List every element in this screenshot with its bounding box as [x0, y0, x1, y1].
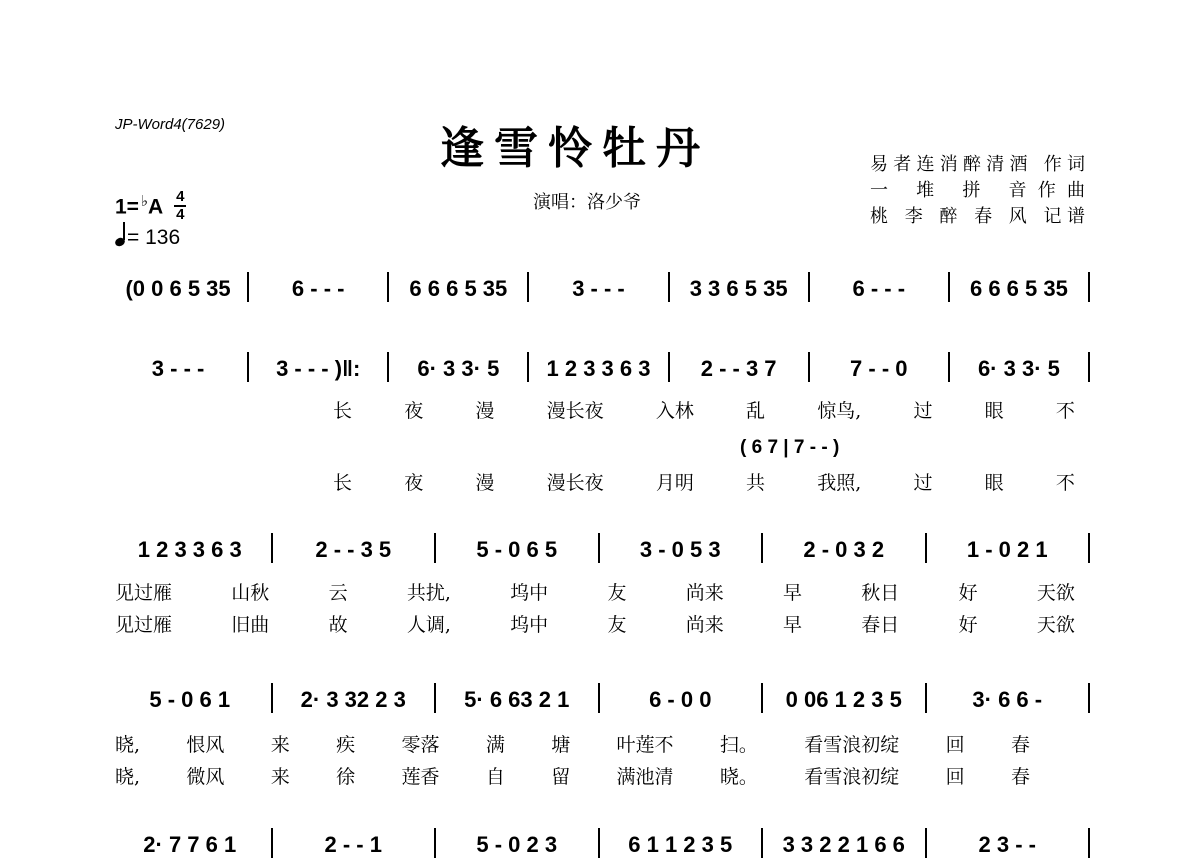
lyric-word: 乱 — [746, 400, 766, 422]
lyric-word: 回 — [945, 766, 965, 788]
measure: 6 6 6 5 35 — [389, 272, 529, 302]
lyric-word: 共 — [746, 472, 766, 494]
measure: 6 - 0 0 — [600, 683, 764, 713]
lyric-word: 不 — [1055, 400, 1075, 422]
key-signature — [115, 188, 186, 224]
measure: 3 3 2 2 1 6 6 — [763, 828, 927, 858]
lyric-word: 徐 — [336, 766, 356, 788]
lyric-word: 微风 — [186, 766, 225, 788]
lyric-word: 早 — [783, 614, 803, 636]
measure: 2· 3 32 2 3 — [273, 683, 437, 713]
lyric-word: 漫长夜 — [546, 400, 604, 422]
lyric-word: 晓, — [115, 766, 141, 788]
lyricist-credit: 易者连消醉清酒 作词 — [870, 154, 1085, 175]
measure: 6 - - - — [810, 272, 950, 302]
composer-credit: 一 堆 拼 音作曲 — [870, 180, 1085, 201]
lyric-word: 漫 — [475, 400, 495, 422]
lyric-word: 天欲 — [1036, 582, 1075, 604]
lyric-word: 春日 — [861, 614, 900, 636]
lyrics-v2_line3 — [115, 610, 1075, 637]
lyric-word: 来 — [270, 766, 290, 788]
lyric-word: 看雪浪初绽 — [804, 734, 900, 756]
interlude-notes: ( 6 7 | 7 - - ) — [740, 437, 840, 458]
lyrics-v2_line4 — [115, 762, 1030, 789]
lyric-word: 看雪浪初绽 — [804, 766, 900, 788]
lyric-word: 眼 — [984, 400, 1004, 422]
lyric-word: 共扰, — [406, 582, 451, 604]
measure: 6· 3 3· 5 — [950, 352, 1090, 382]
measure: 3· 6 6 - — [927, 683, 1091, 713]
measure: 3 - 0 5 3 — [600, 533, 764, 563]
lyric-word: 塘 — [551, 734, 571, 756]
lyric-word: 自 — [485, 766, 505, 788]
time-signature — [174, 190, 186, 222]
lyric-word: 云 — [328, 582, 348, 604]
lyric-word: 不 — [1055, 472, 1075, 494]
flat-sign: ♭ — [140, 192, 149, 210]
measure: 5· 6 63 2 1 — [436, 683, 600, 713]
tempo-marking — [115, 226, 180, 250]
measure: 2 3 - - — [927, 828, 1091, 858]
lyric-word: 晓, — [115, 734, 141, 756]
lyric-word: 见过雁 — [115, 614, 173, 636]
lyric-word: 春 — [1010, 766, 1030, 788]
lyric-word: 故 — [328, 614, 348, 636]
lyric-word: 眼 — [984, 472, 1004, 494]
measure: 1 2 3 3 6 3 — [529, 352, 669, 382]
lyric-word: 莲香 — [401, 766, 440, 788]
lyric-word: 人调, — [406, 614, 451, 636]
lyric-word: 我照, — [817, 472, 862, 494]
lyric-word: 叶莲不 — [616, 734, 674, 756]
key-note: A — [148, 195, 163, 219]
lyric-word: 扫。 — [719, 734, 758, 756]
lyric-word: 见过雁 — [115, 582, 173, 604]
singer-credit: 演唱：洛少爷 — [533, 192, 641, 213]
lyric-word: 好 — [958, 582, 978, 604]
lyrics-v2_line2 — [333, 468, 1075, 495]
measure: 2 - 0 3 2 — [763, 533, 927, 563]
lyric-word: 过 — [913, 472, 933, 494]
time-top: 4 — [176, 188, 185, 205]
measure: 3 - - - — [529, 272, 669, 302]
lyric-word: 友 — [607, 614, 627, 636]
measure: 6 - - - — [249, 272, 389, 302]
lyric-word: 入林 — [655, 400, 694, 422]
lyric-word: 夜 — [404, 400, 424, 422]
lyric-word: 来 — [270, 734, 290, 756]
transcriber-credit: 桃 李 醉 春 风 记谱 — [870, 206, 1085, 227]
lyric-word: 长 — [333, 472, 353, 494]
lyric-word: 尚来 — [685, 614, 724, 636]
measure: 1 2 3 3 6 3 — [115, 533, 273, 563]
lyric-word: 过 — [913, 400, 933, 422]
lyric-word: 坞中 — [510, 614, 549, 636]
lyric-word: 旧曲 — [231, 614, 270, 636]
measure: 5 - 0 2 3 — [436, 828, 600, 858]
measure: 2· 7 7 6 1 — [115, 828, 273, 858]
measure: 3 - - - )‖: — [249, 352, 389, 382]
song-title: 逢雪怜牡丹 — [440, 123, 710, 174]
measure: 0 06 1 2 3 5 — [763, 683, 927, 713]
lyric-word: 坞中 — [510, 582, 549, 604]
key-label: 1= — [115, 195, 139, 219]
measure: 5 - 0 6 5 — [436, 533, 600, 563]
measure: 3 - - - — [115, 352, 249, 382]
lyric-word: 月明 — [655, 472, 694, 494]
lyric-word: 友 — [607, 582, 627, 604]
measure: 6 1 1 2 3 5 — [600, 828, 764, 858]
score-line-2 — [115, 352, 1090, 392]
measure: 2 - - 3 5 — [273, 533, 437, 563]
lyric-word: 疾 — [336, 734, 356, 756]
lyric-word: 尚来 — [685, 582, 724, 604]
lyric-word: 恨风 — [186, 734, 225, 756]
lyric-word: 长 — [333, 400, 353, 422]
lyric-word: 回 — [945, 734, 965, 756]
lyric-word: 漫长夜 — [546, 472, 604, 494]
tempo-value: = 136 — [127, 226, 181, 249]
lyric-word: 好 — [958, 614, 978, 636]
lyric-word: 满池清 — [616, 766, 674, 788]
measure: 7 - - 0 — [810, 352, 950, 382]
measure: 2 - - 3 7 — [670, 352, 810, 382]
lyric-word: 天欲 — [1036, 614, 1075, 636]
lyric-word: 漫 — [475, 472, 495, 494]
lyric-word: 零落 — [401, 734, 440, 756]
score-line-3 — [115, 533, 1090, 573]
lyric-word: 惊鸟, — [817, 400, 862, 422]
lyric-word: 留 — [551, 766, 571, 788]
lyric-word: 满 — [485, 734, 505, 756]
time-bottom: 4 — [176, 206, 185, 223]
measure: 1 - 0 2 1 — [927, 533, 1091, 563]
measure: 5 - 0 6 1 — [115, 683, 273, 713]
software-label: JP-Word4(7629) — [115, 116, 226, 133]
lyric-word: 早 — [783, 582, 803, 604]
score-line-1 — [115, 272, 1090, 312]
score-line-4 — [115, 683, 1090, 723]
measure: 3 3 6 5 35 — [670, 272, 810, 302]
measure: (0 0 6 5 35 — [115, 272, 249, 302]
lyrics-v1_line2 — [333, 396, 1075, 423]
lyric-word: 夜 — [404, 472, 424, 494]
lyric-word: 秋日 — [861, 582, 900, 604]
measure: 6 6 6 5 35 — [950, 272, 1090, 302]
lyric-word: 春 — [1010, 734, 1030, 756]
lyrics-v1_line3 — [115, 578, 1075, 605]
measure: 6· 3 3· 5 — [389, 352, 529, 382]
lyrics-v1_line4 — [115, 730, 1030, 757]
lyric-word: 山秋 — [231, 582, 270, 604]
measure: 2 - - 1 — [273, 828, 437, 858]
score-line-5 — [115, 828, 1090, 868]
lyric-word: 晓。 — [719, 766, 758, 788]
